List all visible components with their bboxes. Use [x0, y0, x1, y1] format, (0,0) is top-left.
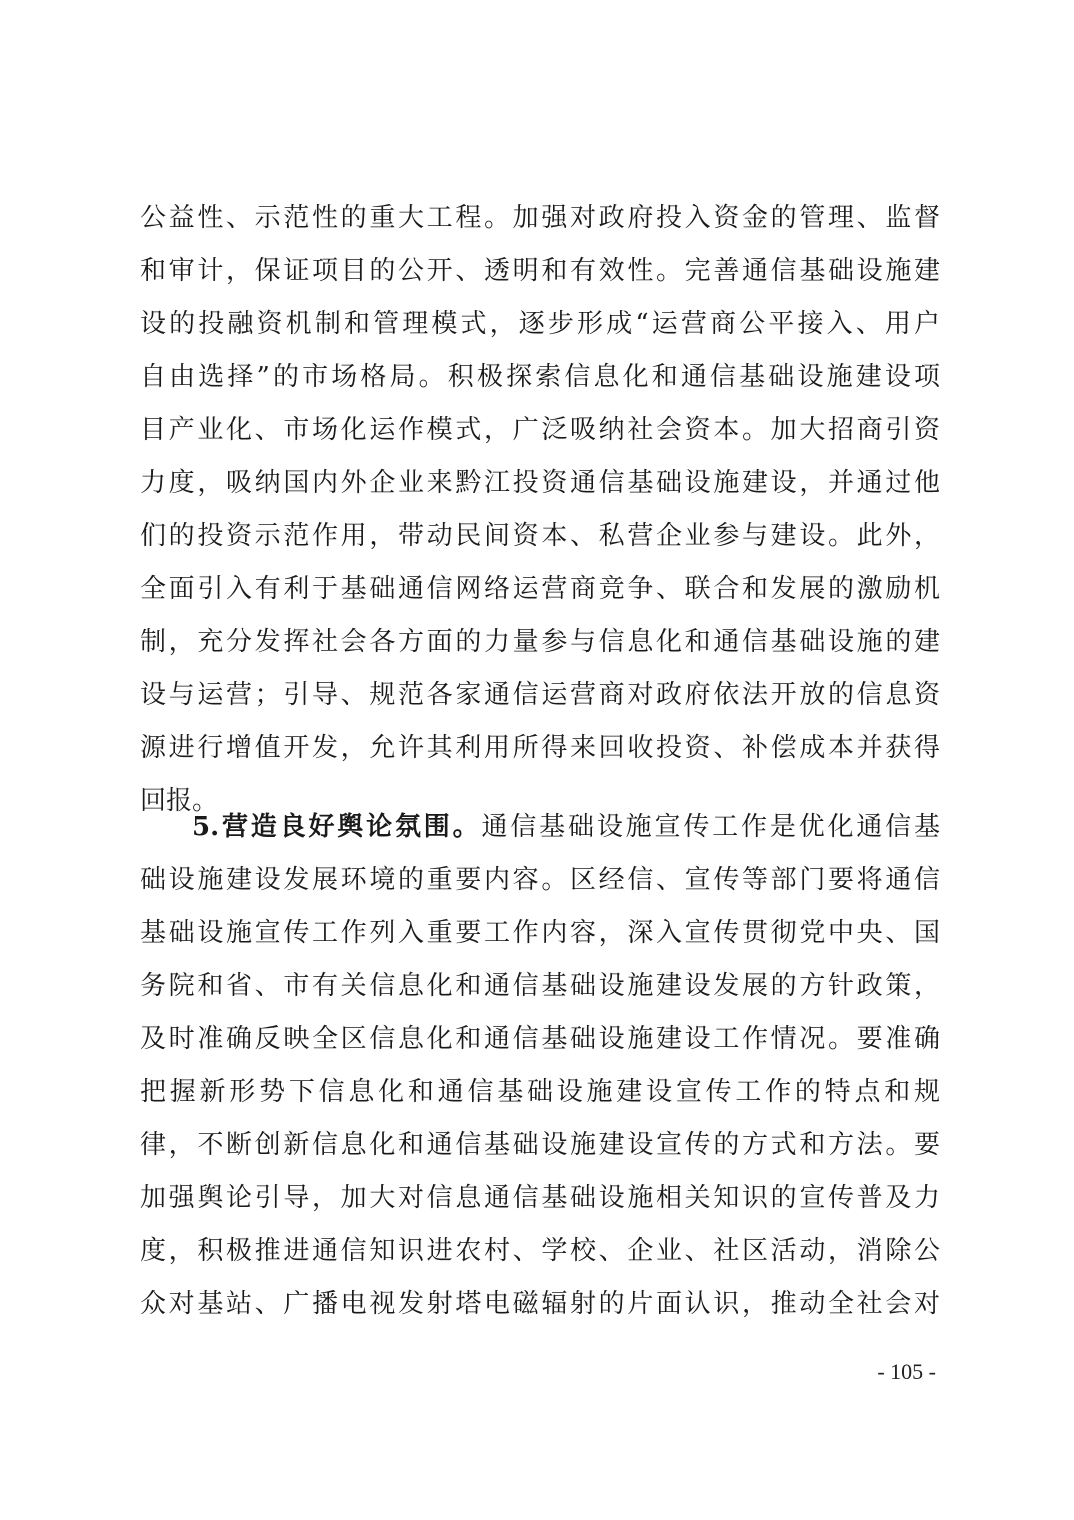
text-line: 制，充分发挥社会各方面的力量参与信息化和通信基础设施的建 [140, 627, 940, 657]
text-line: 全面引入有利于基础通信网络运营商竞争、联合和发展的激励机 [140, 574, 940, 604]
text-line: 设与运营；引导、规范各家通信运营商对政府依法开放的信息资 [140, 680, 940, 710]
text-line-rest: 通信基础设施宣传工作是优化通信基 [481, 812, 940, 842]
text-line: 加强舆论引导，加大对信息通信基础设施相关知识的宣传普及力 [140, 1183, 940, 1213]
text-line: 们的投资示范作用，带动民间资本、私营企业参与建设。此外， [140, 521, 940, 551]
paragraph-public-opinion [140, 801, 940, 1331]
paragraph-first-line [140, 801, 940, 854]
paragraph-funding [140, 192, 940, 828]
text-line: 及时准确反映全区信息化和通信基础设施建设工作情况。要准确 [140, 1024, 940, 1054]
text-line: 回报。 [140, 786, 219, 816]
text-line: 律，不断创新信息化和通信基础设施建设宣传的方式和方法。要 [140, 1130, 940, 1160]
page-number: - 105 - [877, 1359, 936, 1384]
text-line: 础设施建设发展环境的重要内容。区经信、宣传等部门要将通信 [140, 865, 940, 895]
text-line: 自由选择”的市场格局。积极探索信息化和通信基础设施建设项 [140, 362, 940, 392]
text-line: 把握新形势下信息化和通信基础设施建设宣传工作的特点和规 [140, 1077, 940, 1107]
text-line: 力度，吸纳国内外企业来黔江投资通信基础设施建设，并通过他 [140, 468, 940, 498]
text-line: 源进行增值开发，允许其利用所得来回收投资、补偿成本并获得 [140, 733, 940, 763]
text-line: 众对基站、广播电视发射塔电磁辐射的片面认识，推动全社会对 [140, 1289, 940, 1319]
text-line: 和审计，保证项目的公开、透明和有效性。完善通信基础设施建 [140, 256, 940, 286]
text-line: 基础设施宣传工作列入重要工作内容，深入宣传贯彻党中央、国 [140, 918, 940, 948]
text-line: 务院和省、市有关信息化和通信基础设施建设发展的方针政策， [140, 971, 940, 1001]
text-line: 公益性、示范性的重大工程。加强对政府投入资金的管理、监督 [140, 203, 940, 233]
text-line: 目产业化、市场化运作模式，广泛吸纳社会资本。加大招商引资 [140, 415, 940, 445]
section-heading: 5.营造良好舆论氛围。 [192, 812, 482, 842]
text-line: 度，积极推进通信知识进农村、学校、企业、社区活动，消除公 [140, 1236, 940, 1266]
text-line: 设的投融资机制和管理模式，逐步形成“运营商公平接入、用户 [140, 309, 940, 339]
